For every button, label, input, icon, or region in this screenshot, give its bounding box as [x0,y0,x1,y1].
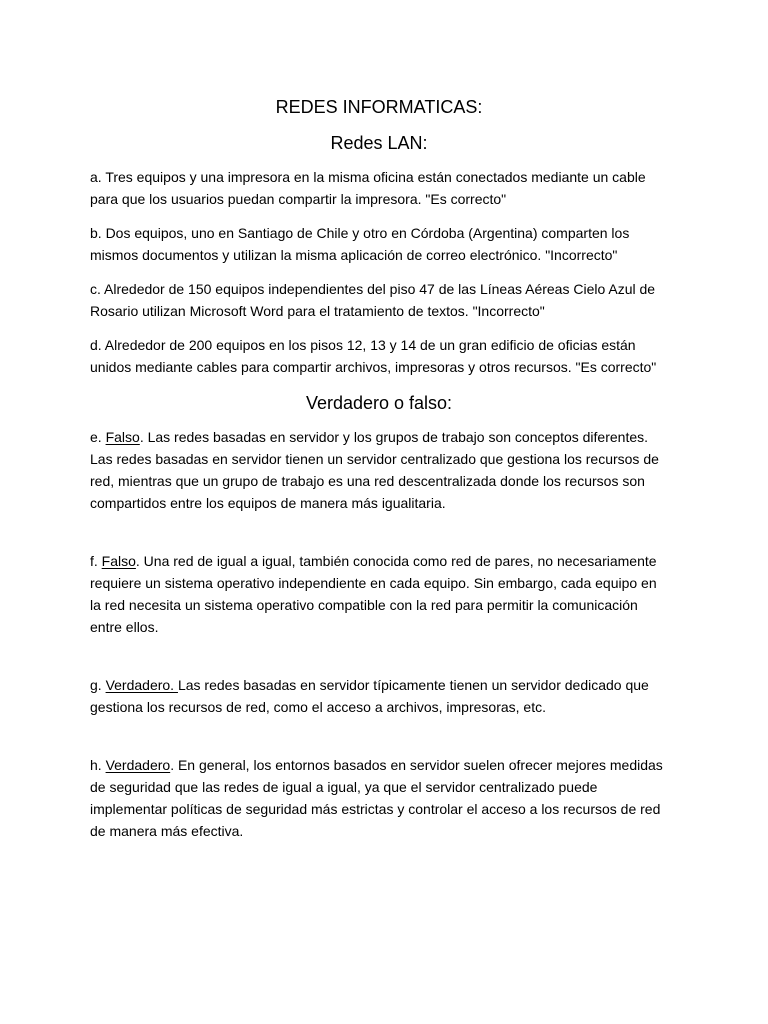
vf-item-h-text: . En general, los entornos basados en servidor suelen ofrecer mejores medidas de seguridad que las redes de igual a igual, ya que el servidor centralizado puede implementar políticas de seguridad más estrictas y controlar el acceso a los recursos de red de manera más efectiva. [90,757,663,839]
vf-item-g-text: Las redes basadas en servidor típicamente tienen un servidor dedicado que gestiona los recursos de red, como el acceso a archivos, impresoras, etc. [90,677,649,715]
vf-item-e [90,426,668,514]
lan-item-d: d. Alrededor de 200 equipos en los pisos 12, 13 y 14 de un gran edificio de oficias están unidos mediante cables para compartir archivos, impresoras y otros recursos. "Es correcto" [90,337,657,375]
document-title: REDES INFORMATICAS: [275,97,483,117]
vf-item-f-prefix: f. [90,553,102,569]
lan-item-c: c. Alrededor de 150 equipos independientes del piso 47 de las Líneas Aéreas Cielo Azul de Rosario utilizan Microsoft Word para el tratamiento de textos. "Incorrecto" [90,281,656,319]
vf-item-f-text: . Una red de igual a igual, también conocida como red de pares, no necesariamente requiere un sistema operativo independiente en cada equipo. Sin embargo, cada equipo en la red necesita un sistema operativo compatible con la red para permitir la comunicación entre ellos. [90,553,657,635]
lan-item-a: a. Tres equipos y una impresora en la misma oficina están conectados mediante un cable para que los usuarios puedan compartir la impresora. "Es correcto" [90,169,646,207]
vf-item-f [90,550,668,638]
vf-item-h-answer: Verdadero [105,757,171,773]
vf-item-h [90,754,668,842]
vf-item-e-answer: Falso [105,429,140,445]
vf-item-g-prefix: g. [90,677,106,693]
lan-item-b: b. Dos equipos, uno en Santiago de Chile y otro en Córdoba (Argentina) comparten los mismos documentos y utilizan la misma aplicación de correo electrónico. "Incorrecto" [90,225,630,263]
vf-item-g [90,674,668,718]
vf-item-f-answer: Falso [101,553,136,569]
section-heading-true-false: Verdadero o falso: [305,393,453,413]
section-heading-lan: Redes LAN: [330,133,428,153]
vf-item-g-answer: Verdadero. [105,677,178,693]
spacer [90,730,668,754]
vf-item-h-prefix: h. [90,757,106,773]
vf-item-e-text: . Las redes basadas en servidor y los grupos de trabajo son conceptos diferentes. Las redes basadas en servidor tienen un servidor centralizado que gestiona los recursos de red, mientras que un grupo de trabajo es una red descentralizada donde los recursos son compartidos entre los equipos de manera más igualitaria. [90,429,659,511]
spacer [90,526,668,550]
spacer [90,650,668,674]
vf-item-e-prefix: e. [90,429,106,445]
